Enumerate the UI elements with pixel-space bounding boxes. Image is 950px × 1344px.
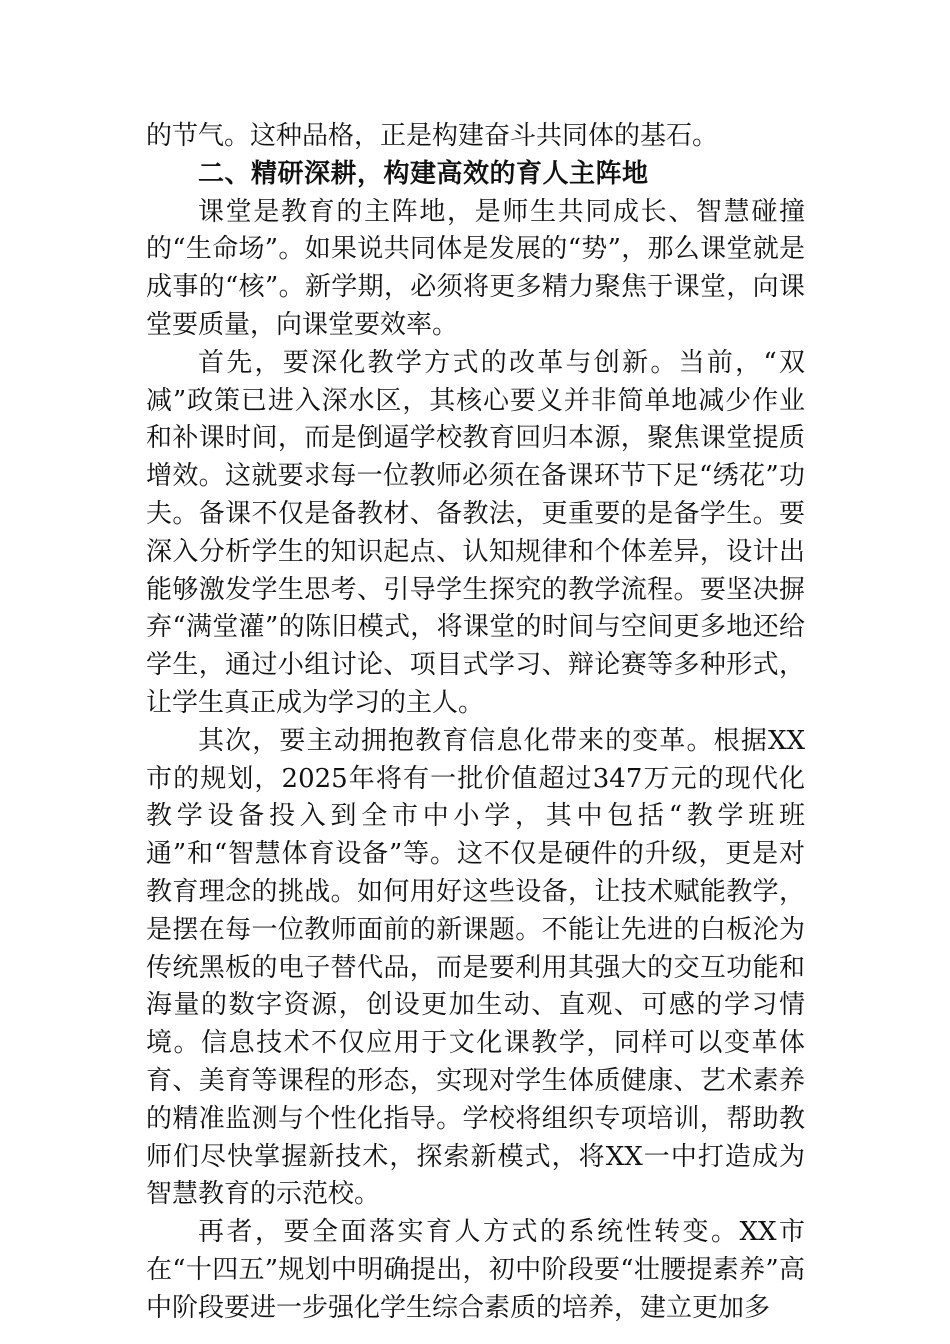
body-paragraph-2: 首先，要深化教学方式的改革与创新。当前，“双减”政策已进入深水区，其核心要义并非简单地减少作业和补课时间，而是倒逼学校教育回归本源，聚焦课堂提质增效。这就要求每一位教师必须在备课环节下足“绣花”功夫。备课不仅是备教材、备教法，更重要的是备学生。要深入分析学生的知识起点、认知规律和个体差异，设计出能够激发学生思考、引导学生探究的教学流程。要坚决摒弃“满堂灌”的陈旧模式，将课堂的时间与空间更多地还给学生，通过小组讨论、项目式学习、辩论赛等多种形式，让学生真正成为学习的主人。 <box>146 347 805 718</box>
continuation-paragraph: 的节气。这种品格，正是构建奋斗共同体的基石。 <box>146 121 719 151</box>
section-heading: 二、精研深耕，构建高效的育人主阵地 <box>198 158 649 189</box>
document-page <box>146 118 805 1328</box>
body-paragraph-3: 其次，要主动拥抱教育信息化带来的变革。根据XX市的规划，2025年将有一批价值超过347万元的现代化教学设备投入到全市中小学，其中包括“教学班班通”和“智慧体育设备”等。这不仅是硬件的升级，更是对教育理念的挑战。如何用好这些设备，让技术赋能教学，是摆在每一位教师面前的新课题。不能让先进的白板沦为传统黑板的电子替代品，而是要利用其强大的交互功能和海量的数字资源，创设更加生动、直观、可感的学习情境。信息技术不仅应用于文化课教学，同样可以变革体育、美育等课程的形态，实现对学生体质健康、艺术素养的精准监测与个性化指导。学校将组织专项培训，帮助教师们尽快掌握新技术，探索新模式，将XX一中打造成为智慧教育的示范校。 <box>146 725 805 1210</box>
body-paragraph-1: 课堂是教育的主阵地，是师生共同成长、智慧碰撞的“生命场”。如果说共同体是发展的“势”，那么课堂就是成事的“核”。新学期，必须将更多精力聚焦于课堂，向课堂要质量，向课堂要效率。 <box>146 196 805 340</box>
body-paragraph-4: 再者，要全面落实育人方式的系统性转变。XX市在“十四五”规划中明确提出，初中阶段要“壮腰提素养”高中阶段要进一步强化学生综合素质的培养，建立更加多 <box>146 1217 805 1323</box>
